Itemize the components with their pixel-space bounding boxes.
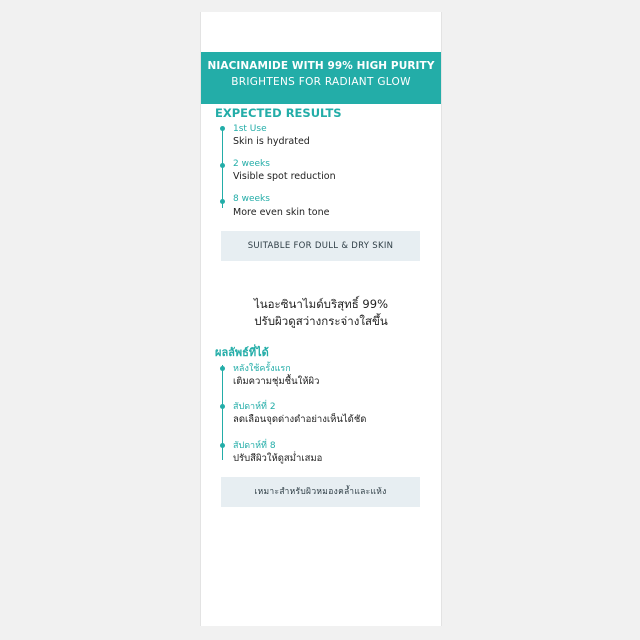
thai-headline-1: ไนอะซินาไมด์บริสุทธิ์ 99% — [254, 297, 388, 311]
header-banner — [201, 52, 441, 104]
english-suitable-badge: SUITABLE FOR DULL & DRY SKIN — [221, 231, 420, 261]
english-step-label: 2 weeks — [233, 159, 270, 169]
thai-headline-2: ปรับผิวดูสว่างกระจ่างใสขึ้น — [254, 314, 388, 328]
english-timeline-line — [222, 128, 223, 208]
english-step-label: 1st Use — [233, 124, 267, 134]
thai-step-label: สัปดาห์ที่ 8 — [233, 441, 276, 451]
timeline-dot — [220, 404, 225, 409]
thai-step-label: หลังใช้ครั้งแรก — [233, 364, 291, 374]
thai-step-desc: ลดเลือนจุดด่างดำอย่างเห็นได้ชัด — [233, 414, 367, 425]
product-info-panel — [200, 12, 442, 626]
timeline-dot — [220, 199, 225, 204]
timeline-dot — [220, 126, 225, 131]
thai-step-desc: ปรับสีผิวให้ดูสม่ำเสมอ — [233, 453, 323, 464]
timeline-dot — [220, 443, 225, 448]
banner-subtitle: BRIGHTENS FOR RADIANT GLOW — [231, 76, 411, 88]
english-step-desc: Visible spot reduction — [233, 171, 336, 182]
thai-step-desc: เติมความชุ่มชื้นให้ผิว — [233, 376, 320, 387]
banner-title: NIACINAMIDE WITH 99% HIGH PURITY — [207, 60, 435, 72]
english-results-title: EXPECTED RESULTS — [215, 106, 342, 120]
thai-suitable-badge: เหมาะสำหรับผิวหมองคล้ำและแห้ง — [221, 477, 420, 507]
english-step-desc: More even skin tone — [233, 207, 330, 218]
english-step-desc: Skin is hydrated — [233, 136, 310, 147]
english-step-label: 8 weeks — [233, 194, 270, 204]
thai-results-title: ผลลัพธ์ที่ได้ — [215, 346, 269, 359]
timeline-dot — [220, 163, 225, 168]
timeline-dot — [220, 366, 225, 371]
thai-step-label: สัปดาห์ที่ 2 — [233, 402, 276, 412]
